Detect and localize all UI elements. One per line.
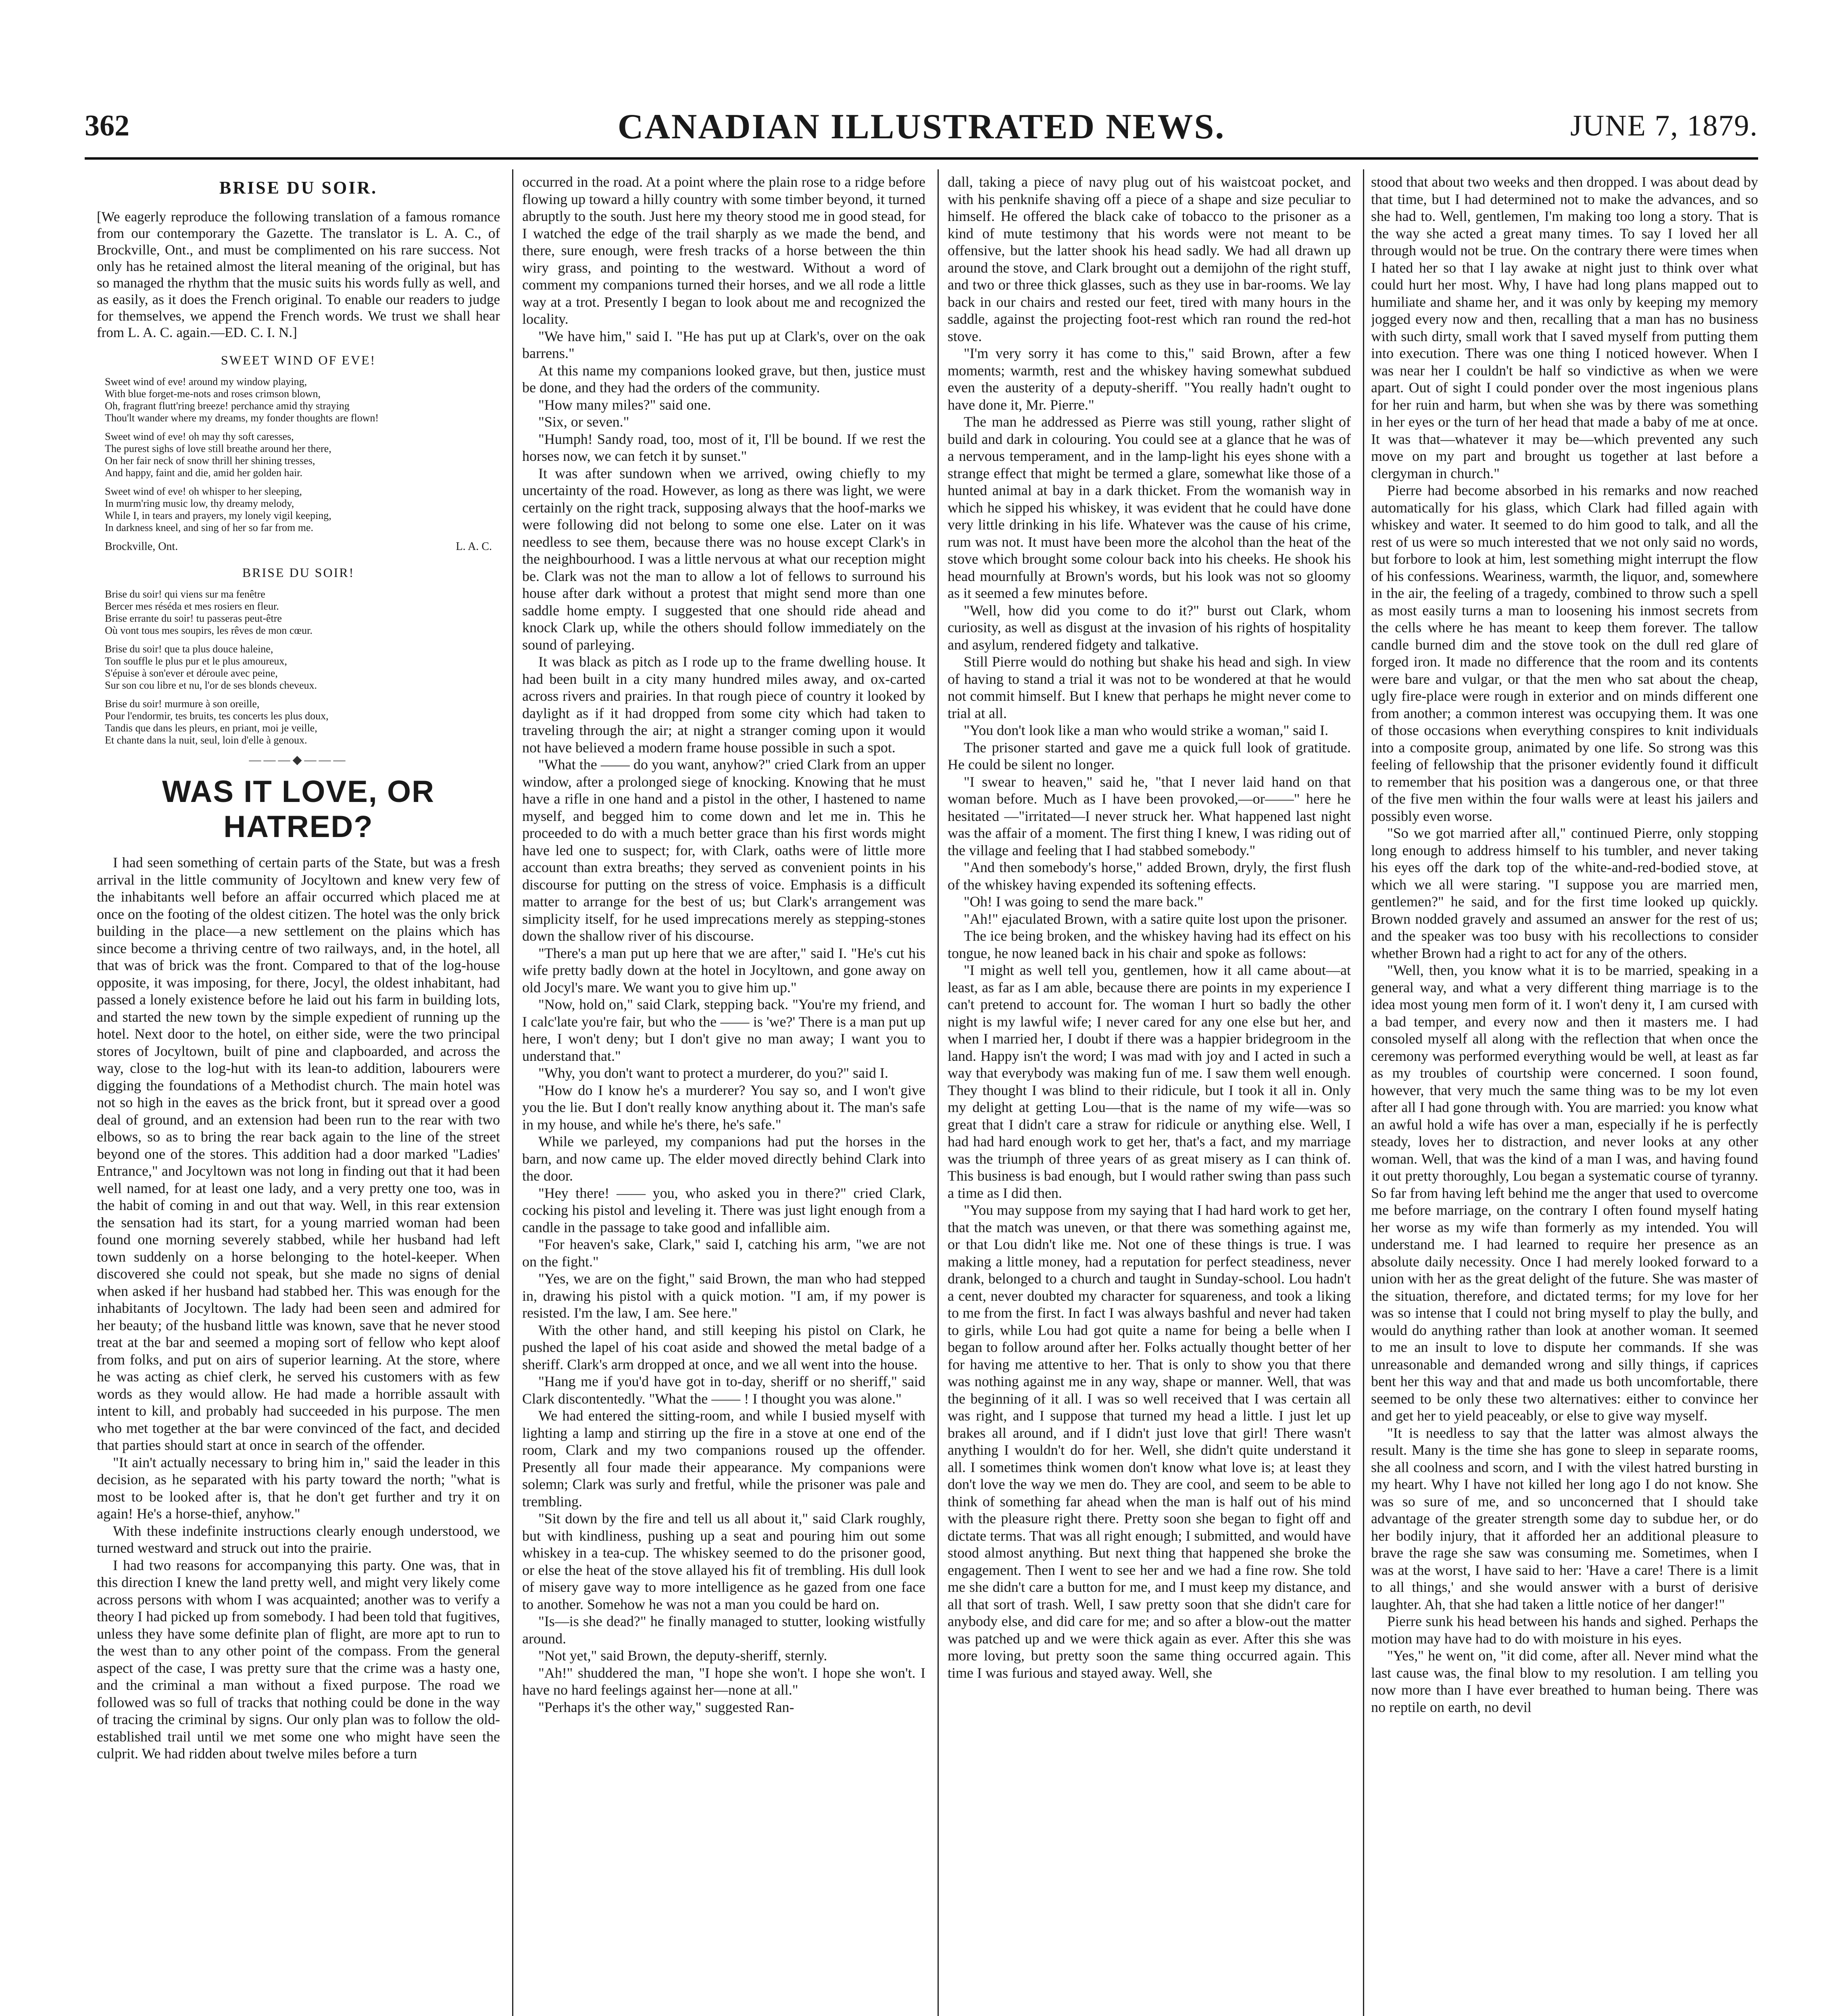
- story-paragraph: "Six, or seven.": [538, 414, 629, 430]
- story-paragraph: Still Pierre would do nothing but shake his head and sigh. In view of having to stand a trial it was not to be wondered at that he would not commit himself. But I knew that perhaps he might never come to trial at all.: [948, 654, 1351, 721]
- masthead: [85, 101, 1758, 157]
- story-paragraph: It was black as pitch as I rode up to the frame dwelling house. It had been built in a city many hundred miles away, and ox-carted across rivers and prairies. In that rough piece of country it looked by daylight as if it had dropped from some city which had taken to traveling through the air; at night a stranger coming upon it would not have believed a modern frame house possible in such a spot.: [522, 654, 925, 756]
- story-paragraph: "Now, hold on," said Clark, stepping back. "You're my friend, and I calc'late you're fair, but who the —— is 'we?' There is a man put up here, I won't deny; but I don't give no man away; I want you to understand that.": [522, 996, 925, 1064]
- poem-title: BRISE DU SOIR.: [219, 178, 378, 198]
- story-paragraph: We had entered the sitting-room, and while I busied myself with lighting a lamp and stirring up the fire in a stove at one end of the room, Clark and my two companions roused up the offender. Presently all four made their appearance. My companions were solemn; Clark was surly and fretful, while the prisoner was pale and trembling.: [522, 1408, 925, 1510]
- story-paragraph: It was after sundown when we arrived, owing chiefly to my uncertainty of the road. However, as long as there was light, we were certainly on the right track, supposing always that the hoof-marks we were following did not belong to some one else. Later on it was needless to see them, because there was no house except Clark's in the neighbourhood. I was a little nervous at what our reception might be. Clark was not the man to allow a lot of fellows to surround his house after dark without a protest that might send more than one saddle home empty. I suggested that one should ride ahead and knock Clark up, while the others should follow immediately on the sound of parleying.: [522, 465, 925, 653]
- english-poem-title: SWEET WIND OF EVE!: [221, 353, 376, 367]
- story-paragraph: I had seen something of certain parts of the State, but was a fresh arrival in the little community of Jocyltown and knew very few of the inhabitants well before an affair occurred which placed me at once on the footing of the oldest citizen. The hotel was the only brick building in the place—a new settlement on the plains which has since become a thriving centre of two railways, and, in the hotel, all that was of brick was the front. Compared to that of the log-house opposite, it was imposing, for there, Jocyl, the oldest inhabitant, had passed a lonely existence before he laid out his farm in building lots, and started the new town by the simple expedient of running up the hotel. Next door to the hotel, on either side, were the two principal stores of Jocyltown, built of pine and clapboarded, and across the way, close to the log-hut with its lean-to addition, labourers were digging the foundations of a Methodist church. The main hotel was not so high in the eaves as the brick front, but it spread over a good deal of ground, and an extension had been run to the rear with two elbows, so as to bring the rear back again to the line of the street beyond one of the stores. This addition had a door marked "Ladies' Entrance," and Jocyltown was not long in finding out that it had been well named, for at least one lady, and a very pretty one too, was in the habit of coming in and out that way. Well, in this rear extension the sensation had its start, for a young married woman had been found one morning severely stabbed, while her husband had left town suddenly on a horse belonging to the hotel-keeper. When discovered she could not speak, but she made no signs of denial when asked if her husband had stabbed her. This was enough for the inhabitants of Jocyltown. The lady had been seen and admired for her beauty; of the husband little was known, save that he never stood treat at the bar and seemed a moping sort of fellow who kept aloof from folks, and put on airs of superior learning. At the store, where he was acting as chief clerk, he served his customers with as few words as they would allow. He had made a horrible assault with intent to kill, and probably had succeeded in his purpose. The men who met together at the bar were convinced of the fact, and decided that parties should start at once in search of the offender.: [97, 854, 500, 1453]
- page-number: 362: [85, 109, 129, 142]
- masthead-rule: [85, 157, 1758, 160]
- story-paragraph: "You may suppose from my saying that I had hard work to get her, that the match was uneven, or that there was something against me, or that Lou didn't like me. Not one of these things is true. I was making a little money, had a reputation for perfect steadiness, never drank, belonged to a church and taught in Sunday-school. Lou hadn't a cent, never doubted my character for squareness, and took a liking to me from the first. In fact I was always bashful and never had taken to girls, while Lou had got quite a name for being a belle when I began to follow around after her. Folks actually thought better of her for having me attentive to her. That is only to show you that there was nothing against me in any way, shape or manner. Well, that was the beginning of it all. I was so well received that I was certain all was right, and I suppose that turned my head a little. I just let up brakes all around, and if I didn't just love that girl! There wasn't anything I wouldn't do for her. Well, she didn't quite understand it all. I sometimes think women don't know what love is; at least they don't love the way we men do. They are cool, and seem to be able to think of something far ahead when the man is half out of his mind with the pleasure right there. Pretty soon she began to fight off and dictate terms. That was all right enough; I submitted, and would have stood almost anything. But next thing that happened she broke the engagement. Then I went to see her and we had a fine row. She told me she didn't care a button for me, and I must keep my distance, and all that sort of trash. Well, I saw pretty soon that she didn't care for anybody else, and did care for me; and so after a blow-out the matter was patched up and we were thick again as ever. After this she was more loving, but pretty soon the same thing occurred again. This time I was furious and stayed away. Well, she: [948, 1202, 1351, 1681]
- english-stanza: Sweet wind of eve! oh may thy soft caresses, The purest sighs of love still breathe around her there, On her fair neck of snow thrill her shining tresses, And happy, faint and die, amid her golden hair.: [105, 431, 331, 479]
- story-paragraph: "How many miles?" said one.: [538, 396, 711, 413]
- story-paragraph: While we parleyed, my companions had put the horses in the barn, and now came up. The elder moved directly behind Clark into the door.: [522, 1133, 925, 1184]
- column-3: [948, 173, 1351, 2016]
- story-paragraph: "What the —— do you want, anyhow?" cried Clark from an upper window, after a prolonged siege of knocking. Knowing that he must have a rifle in one hand and a pistol in the other, I hastened to name myself, and begged him to come down and let me in. This he proceeded to do with a much better grace than his first words might have led one to suspect; for, with Clark, oaths were of little more account than extra breaths; they served as convenient points in his discourse for putting on the stress of voice. Emphasis is a difficult matter to arrange for the best of us; but Clark's arrangement was simplicity itself, for he used imprecations merely as stepping-stones down the shallow river of his discourse.: [522, 756, 925, 944]
- story-paragraph: "Oh! I was going to send the mare back.": [964, 893, 1204, 910]
- story-paragraph: "Ah!" shuddered the man, "I hope she won't. I hope she won't. I have no hard feelings against her—none at all.": [522, 1664, 925, 1698]
- story-paragraph: "How do I know he's a murderer? You say so, and I won't give you the lie. But I don't really know anything about it. The man's safe in my house, and while he's there, he's safe.": [522, 1082, 925, 1133]
- story-paragraph: "For heaven's sake, Clark," said I, catching his arm, "we are not on the fight.": [522, 1236, 925, 1270]
- story-paragraph: "I swear to heaven," said he, "that I never laid hand on that woman before. Much as I have been provoked,—or——" here he hesitated —"irritated—I never struck her. What happened last night was the affair of a moment. The first thing I knew, I was riding out of the village and feeling that I had stabbed somebody.": [948, 773, 1351, 858]
- story-paragraph: "And then somebody's horse," added Brown, dryly, the first flush of the whiskey having expended its softening effects.: [948, 859, 1351, 893]
- story-paragraph: "I'm very sorry it has come to this," said Brown, after a few moments; warmth, rest and the whiskey having somewhat subdued even the austerity of a deputy-sheriff. "You really hadn't ought to have done it, Mr. Pierre.": [948, 345, 1351, 413]
- story-paragraph: stood that about two weeks and then dropped. I was about dead by that time, but I had determined not to make the advances, and so she had to. Well, gentlemen, I'm making too long a story. That is the way she acted a great many times. To say I loved her all through would not be true. On the contrary there were times when I hated her so that I lay awake at night just to think over what could hurt her most. Why, I have had long plans mapped out to humiliate and shame her, and it was only by keeping my memory jogged every now and then, recalling that a man has no business with such dirty, small work that I saved myself from putting them into execution. There was one thing I noticed however. When I was near her I couldn't be half so vindictive as when we were apart. Out of sight I could ponder over the most ingenious plans for her ruin and harm, but when she was by there was something in her eyes or the turn of her head that made a baby of me at once. It was that—whatever it may be—which prevented any such move on my part and brought us together at last before a clergyman in church.": [1371, 174, 1758, 481]
- story-paragraph: At this name my companions looked grave, but then, justice must be done, and they had the orders of the community.: [522, 362, 925, 396]
- french-stanza: Brise du soir! que ta plus douce haleine, Ton souffle le plus pur et le plus amoureux, S'épuise à son'ever et déroule avec peine, Sur son cou libre et nu, l'or de ses blonds cheveux.: [105, 643, 317, 691]
- paper-title: CANADIAN ILLUSTRATED NEWS.: [617, 107, 1225, 146]
- story-paragraph: "There's a man put up here that we are after," said I. "He's cut his wife pretty badly down at the hotel in Jocyltown, and gone away on old Jocyl's mare. We want you to give him up.": [522, 945, 925, 996]
- story-paragraph: "Hang me if you'd have got in to-day, sheriff or no sheriff," said Clark discontentedly. "What the —— ! I thought you was alone.": [522, 1373, 925, 1407]
- french-stanza: Brise du soir! qui viens sur ma fenêtre Bercer mes réséda et mes rosiers en fleur. Brise errante du soir! tu passeras peut-être Où vont tous mes soupirs, les rêves de mon cœur.: [105, 588, 313, 636]
- story-paragraph: "Sit down by the fire and tell us all about it," said Clark roughly, but with kindliness, pushing up a seat and pouring him out some whiskey in a tea-cup. The whiskey seemed to do the prisoner good, or else the heat of the stove allayed his fit of trembling. His dull look of misery gave way to more intelligence as he gazed from one face to another. Somehow he was not a man you could be hard on.: [522, 1510, 925, 1612]
- story-paragraph: "So we got married after all," continued Pierre, only stopping long enough to address himself to his tumbler, and never taking his eyes off the dark top of the white-and-red-bodied stove, at which we all were staring. "I suppose you are married men, gentlemen?" he said, and for the first time looked up quickly. Brown nodded gravely and assumed an answer for the rest of us; and the speaker was too busy with his recollections to consider whether Brown had a right to act for any of the others.: [1371, 825, 1758, 961]
- signature-place: Brockville, Ont.: [105, 540, 178, 553]
- story-paragraph: "I might as well tell you, gentlemen, how it all came about—at least, as far as I am able, because there are points in my experience I can't pretend to account for. The woman I hurt so badly the other night is my lawful wife; I never cared for any one else but her, and when I married her, I doubt if there was a happier bridegroom in the land. Happy isn't the word; I was mad with joy and I acted in such a way that everybody was making fun of me. I saw them well enough. They thought I was blind to their ridicule, but I took it all in. Only my delight at getting Lou—that is the name of my wife—was so great that I didn't care a straw for ridicule or anything else. Well, I had had hard enough work to get her, that's a fact, and my marriage was the triumph of three years of as great misery as I can think of. This business is bad enough, but I would rather swing than pass such a time as I did then.: [948, 962, 1351, 1201]
- story-paragraph: With these indefinite instructions clearly enough understood, we turned westward and struck out into the prairie.: [97, 1522, 500, 1556]
- story-paragraph: Pierre had become absorbed in his remarks and now reached automatically for his glass, which Clark had filled again with whiskey and water. It seemed to do him good to talk, and all the rest of us were so much interested that we not only said no words, but forbore to look at him, lest something might interrupt the flow of his confessions. Weariness, warmth, the liquor, and, somewhere in the air, the feeling of a tragedy, combined to throw such a spell as most easily turns a man to loosening his inmost secrets from the cells where he has meant to keep them forever. The tallow candle burned dim and the stove took on the dull red glare of forged iron. It made no difference that the room and its contents were bare and vulgar, or that the men who sat about the cheap, ugly fire-place were rough in exterior and on minds different one from another; a common interest was occupying them. It was one of those occasions when everything conspires to knit individuals into a composite group, animated by one life. So strong was this feeling of fellowship that the prisoner evidently found it difficult to remember that his position was a dangerous one, or that three of the five men within the four walls were at least his jailers and possibly even worse.: [1371, 482, 1758, 824]
- story-paragraph: "It ain't actually necessary to bring him in," said the leader in this decision, as he separated with his party toward the north; "what is most to be looked after is, that he don't get further and try it on again! He's a horse-thief, anyhow.": [97, 1454, 500, 1522]
- column-4: [1371, 173, 1758, 2016]
- story-paragraph: dall, taking a piece of navy plug out of his waistcoat pocket, and with his penknife shaving off a piece of a shape and size peculiar to himself. He offered the black cake of tobacco to the prisoner as a kind of mute testimony that his words were not meant to be offensive, but the latter shook his head sadly. We had all drawn up around the stove, and Clark brought out a demijohn of the right stuff, and two or three thick glasses, such as they use in bar-rooms. We lay back in our chairs and rested our feet, tired with many hours in the saddle, against the projecting foot-rest which ran round the red-hot stove.: [948, 174, 1351, 344]
- story-paragraph: Pierre sunk his head between his hands and sighed. Perhaps the motion may have had to do with moisture in his eyes.: [1371, 1613, 1758, 1647]
- column-rule: [938, 169, 939, 2016]
- story-paragraph: "Ah!" ejaculated Brown, with a satire quite lost upon the prisoner.: [964, 910, 1348, 927]
- poem-intro: [We eagerly reproduce the following translation of a famous romance from our contemporary the Gazette. The translator is L. A. C., of Brockville, Ont., and must be complimented on his rare success. Not only has he retained almost the literal meaning of the original, but has so managed the rhythm that the music suits his words fully as well, and as easily, as it does the French original. To enable our readers to judge for themselves, we append the French words. We trust we shall hear from L. A. C. again.—ED. C. I. N.]: [97, 209, 500, 340]
- story-paragraph: The man he addressed as Pierre was still young, rather slight of build and dark in colouring. You could see at a glance that he was of a nervous temperament, and in the lamp-light his eyes shone with a strange effect that might be termed a glare, somewhat like those of a hunted animal at bay in a dark thicket. From the womanish way in which he sipped his whiskey, it was evident that he could have done very little drinking in his life. Whatever was the cause of his crime, rum was not. It must have been more the alcohol than the heat of the stove which brought some colour back into his cheeks. He shook his head mournfully at Brown's words, but his look was not so gloomy as it seemed a few minutes before.: [948, 414, 1351, 601]
- story-paragraph: "It is needless to say that the latter was almost always the result. Many is the time she has gone to sleep in separate rooms, she all coolness and scorn, and I with the vilest hatred bursting in my heart. Why I have not killed her long ago I do not know. She was so sure of me, and so unconcerned that I should take advantage of the greater strength some day to subdue her, or do her bodily injury, that it afforded her an additional pleasure to brave the rage she saw was consuming me. Sometimes, when I was at the worst, I have said to her: 'Have a care! There is a limit to all things,' and she would answer with a burst of derisive laughter. Ah, that she had taken a little notice of her danger!": [1371, 1425, 1758, 1612]
- story-paragraph: "We have him," said I. "He has put up at Clark's, over on the oak barrens.": [522, 328, 925, 361]
- story-paragraph: "Hey there! —— you, who asked you in there?" cried Clark, cocking his pistol and leveling it. There was just light enough from a candle in the passage to take good and infallible aim.: [522, 1185, 925, 1235]
- issue-date: JUNE 7, 1879.: [1570, 109, 1758, 142]
- story-paragraph: The prisoner started and gave me a quick full look of gratitude. He could be silent no longer.: [948, 739, 1351, 773]
- story-paragraph: "Is—is she dead?" he finally managed to stutter, looking wistfully around.: [522, 1613, 925, 1647]
- translator-signature: [105, 540, 492, 553]
- column-rule: [512, 169, 513, 2016]
- story-paragraph: "Not yet," said Brown, the deputy-sheriff, sternly.: [538, 1647, 827, 1664]
- column-1: [97, 173, 500, 2016]
- story-paragraph: "You don't look like a man who would strike a woman," said I.: [964, 722, 1329, 738]
- section-divider: ———◆———: [249, 753, 348, 766]
- column-2: [522, 173, 925, 2016]
- column-rule: [1363, 169, 1364, 2016]
- story-paragraph: "Well, how did you come to do it?" burst out Clark, whom curiosity, as well as disgust at the invasion of his rights of hospitality and asylum, rendered fidgety and talkative.: [948, 602, 1351, 653]
- story-paragraph: "Yes," he went on, "it did come, after all. Never mind what the last cause was, the final blow to my resolution. I am telling you now more than I have ever breathed to human being. There was no reptile on earth, no devil: [1371, 1647, 1758, 1715]
- story-paragraph: With the other hand, and still keeping his pistol on Clark, he pushed the lapel of his coat aside and showed the metal badge of a sheriff. Clark's arm dropped at once, and we all went into the house.: [522, 1322, 925, 1372]
- story-paragraph: "Yes, we are on the fight," said Brown, the man who had stepped in, drawing his pistol with a quick motion. "I am, if my power is resisted. I'm the law, I am. See here.": [522, 1270, 925, 1321]
- french-poem-title: BRISE DU SOIR!: [242, 565, 355, 580]
- french-stanza: Brise du soir! murmure à son oreille, Pour l'endormir, tes bruits, tes concerts les plus doux, Tandis que dans les pleurs, en priant, moi je veille, Et chante dans la nuit, seul, loin d'elle à genoux.: [105, 698, 329, 746]
- signature-initials: L. A. C.: [456, 540, 492, 553]
- story-paragraph: "Why, you don't want to protect a murderer, do you?" said I.: [538, 1065, 888, 1081]
- english-stanza: Sweet wind of eve! around my window playing, With blue forget-me-nots and roses crimson blown, Oh, fragrant flutt'ring breeze! perchance amid thy straying Thou'lt wander where my dreams, my fonder thoughts are flown!: [105, 376, 379, 424]
- story-title: WAS IT LOVE, OR HATRED?: [162, 775, 435, 844]
- story-paragraph: occurred in the road. At a point where the plain rose to a ridge before flowing up toward a hilly country with some timber beyond, it turned abruptly to the south. Just here my theory stood me in good stead, for I watched the edge of the trail sharply as we made the bend, and there, sure enough, were fresh tracks of a horse between the thin wiry grass, and pointing to the westward. Without a word of comment my companions turned their horses, and we all rode a little way at a trot. Presently I began to look about me and recognized the locality.: [522, 174, 925, 327]
- story-paragraph: "Well, then, you know what it is to be married, speaking in a general way, and what a very different thing marriage is to the idea most young men form of it. I won't deny it, I am cursed with a bad temper, and every now and then it masters me. I had consoled myself all along with the reflection that when once the ceremony was performed everything would be well, at least as far as my troubles of courtship were concerned. I soon found, however, that very much the same thing was to be my lot even after all I had gone through with. You are married: you know what an awful hold a wife has over a man, especially if he is perfectly steady, loves her to distraction, and never looks at any other woman. Well, that was the kind of a man I was, and having found it out pretty thoroughly, Lou began a systematic course of tyranny. So far from having left behind me the anger that used to overcome me before marriage, on the contrary I often found myself hating her worse as my wife than formerly as my intended. You will understand me. I had learned to require her presence as an absolute daily necessity. Once I had merely looked forward to a union with her as the great delight of the future. She was master of the situation, therefore, and dictated terms; for my love for her was so intense that I could not bring myself to play the bully, and would do anything rather than look at another woman. It seemed to me an insult to love to dispute her commands. If she was unreasonable and demanded wrong and silly things, if caprices bent her this way and that and made us both uncomfortable, there seemed to be only these two alternatives: either to convince her and get her to yield peaceably, or else to give way myself.: [1371, 962, 1758, 1424]
- story-paragraph: "Humph! Sandy road, too, most of it, I'll be bound. If we rest the horses now, we can fetch it by sunset.": [522, 431, 925, 464]
- english-stanza: Sweet wind of eve! oh whisper to her sleeping, In murm'ring music low, thy dreamy melody, While I, in tears and prayers, my lonely vigil keeping, In darkness kneel, and sing of her so far from me.: [105, 485, 331, 533]
- story-paragraph: The ice being broken, and the whiskey having had its effect on his tongue, he now leaned back in his chair and spoke as follows:: [948, 928, 1351, 961]
- story-paragraph: "Perhaps it's the other way," suggested Ran-: [538, 1699, 794, 1715]
- story-paragraph: I had two reasons for accompanying this party. One was, that in this direction I knew the land pretty well, and might very likely come across persons with whom I was acquainted; another was to verify a theory I had picked up from somebody. I had been told that fugitives, unless they have some definite plan of flight, are more apt to run to the west than to any other point of the compass. From the general aspect of the case, I was pretty sure that the crime was a hasty one, and the criminal a man without a fixed purpose. The road we followed was so full of tracks that nothing could be done in the way of tracing the criminal by signs. Our only plan was to follow the old-established trail until we met some one who might have seen the culprit. We had ridden about twelve miles before a turn: [97, 1557, 500, 1762]
